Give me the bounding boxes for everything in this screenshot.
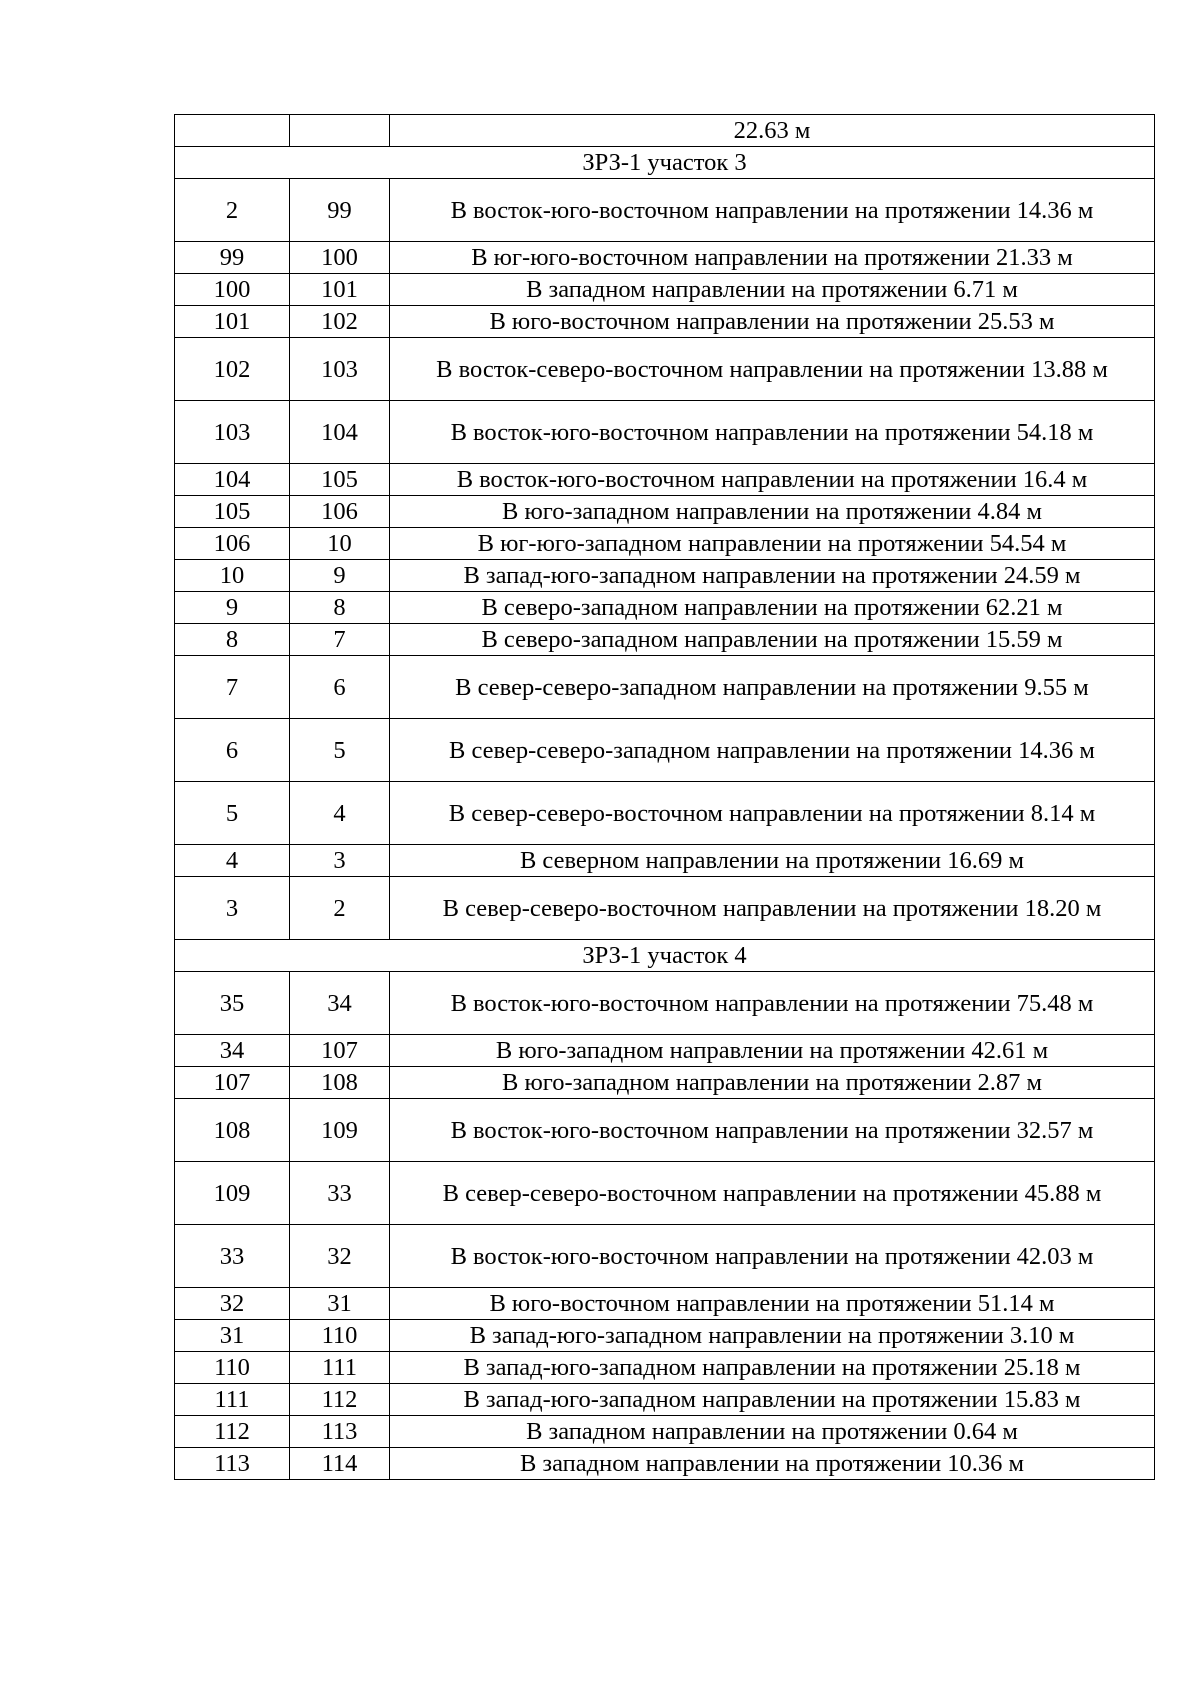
from-point-cell: 35 xyxy=(175,972,290,1035)
table-row xyxy=(175,656,1155,719)
table-row xyxy=(175,1099,1155,1162)
to-point-cell: 32 xyxy=(290,1225,390,1288)
table-row xyxy=(175,1320,1155,1352)
description-cell: В западном направлении на протяжении 6.71 м xyxy=(390,274,1155,306)
from-point-cell: 102 xyxy=(175,338,290,401)
table-row xyxy=(175,1352,1155,1384)
to-point-cell: 10 xyxy=(290,528,390,560)
description-cell: В восток-юго-восточном направлении на протяжении 14.36 м xyxy=(390,179,1155,242)
description-cell: В юг-юго-западном направлении на протяжении 54.54 м xyxy=(390,528,1155,560)
description-cell: В северо-западном направлении на протяжении 15.59 м xyxy=(390,624,1155,656)
description-cell: В северном направлении на протяжении 16.69 м xyxy=(390,845,1155,877)
from-point-cell: 111 xyxy=(175,1384,290,1416)
from-point-cell: 110 xyxy=(175,1352,290,1384)
table-row xyxy=(175,719,1155,782)
description-cell: В запад-юго-западном направлении на протяжении 15.83 м xyxy=(390,1384,1155,1416)
to-point-cell: 99 xyxy=(290,179,390,242)
table-row xyxy=(175,560,1155,592)
boundary-table-body xyxy=(175,115,1155,1480)
to-point-cell: 108 xyxy=(290,1067,390,1099)
description-cell: В север-северо-восточном направлении на протяжении 8.14 м xyxy=(390,782,1155,845)
table-row xyxy=(175,877,1155,940)
table-row xyxy=(175,592,1155,624)
table-row xyxy=(175,845,1155,877)
table-row xyxy=(175,1067,1155,1099)
to-point-cell: 109 xyxy=(290,1099,390,1162)
description-cell: В север-северо-восточном направлении на протяжении 45.88 м xyxy=(390,1162,1155,1225)
from-point-cell: 106 xyxy=(175,528,290,560)
table-row xyxy=(175,274,1155,306)
from-point-cell xyxy=(175,115,290,147)
from-point-cell: 105 xyxy=(175,496,290,528)
to-point-cell: 4 xyxy=(290,782,390,845)
description-cell: В северо-западном направлении на протяжении 62.21 м xyxy=(390,592,1155,624)
description-cell: В юг-юго-восточном направлении на протяжении 21.33 м xyxy=(390,242,1155,274)
description-cell: 22.63 м xyxy=(390,115,1155,147)
boundary-table xyxy=(174,114,1155,1480)
from-point-cell: 7 xyxy=(175,656,290,719)
to-point-cell: 102 xyxy=(290,306,390,338)
to-point-cell: 8 xyxy=(290,592,390,624)
description-cell: В восток-юго-восточном направлении на протяжении 54.18 м xyxy=(390,401,1155,464)
to-point-cell: 111 xyxy=(290,1352,390,1384)
table-row xyxy=(175,782,1155,845)
from-point-cell: 5 xyxy=(175,782,290,845)
description-cell: В запад-юго-западном направлении на протяжении 24.59 м xyxy=(390,560,1155,592)
description-cell: В западном направлении на протяжении 10.36 м xyxy=(390,1448,1155,1480)
to-point-cell: 3 xyxy=(290,845,390,877)
to-point-cell: 104 xyxy=(290,401,390,464)
table-row xyxy=(175,338,1155,401)
table-row xyxy=(175,1448,1155,1480)
from-point-cell: 3 xyxy=(175,877,290,940)
to-point-cell: 9 xyxy=(290,560,390,592)
from-point-cell: 104 xyxy=(175,464,290,496)
description-cell: В юго-западном направлении на протяжении 42.61 м xyxy=(390,1035,1155,1067)
description-cell: В восток-юго-восточном направлении на протяжении 32.57 м xyxy=(390,1099,1155,1162)
from-point-cell: 4 xyxy=(175,845,290,877)
to-point-cell: 110 xyxy=(290,1320,390,1352)
from-point-cell: 33 xyxy=(175,1225,290,1288)
from-point-cell: 8 xyxy=(175,624,290,656)
section-header-row xyxy=(175,940,1155,972)
table-row xyxy=(175,1162,1155,1225)
from-point-cell: 9 xyxy=(175,592,290,624)
from-point-cell: 6 xyxy=(175,719,290,782)
table-row xyxy=(175,1416,1155,1448)
section-header-row xyxy=(175,147,1155,179)
description-cell: В юго-западном направлении на протяжении 4.84 м xyxy=(390,496,1155,528)
from-point-cell: 2 xyxy=(175,179,290,242)
from-point-cell: 108 xyxy=(175,1099,290,1162)
to-point-cell: 103 xyxy=(290,338,390,401)
section-title: ЗРЗ-1 участок 3 xyxy=(175,147,1155,179)
to-point-cell: 7 xyxy=(290,624,390,656)
description-cell: В юго-восточном направлении на протяжении 25.53 м xyxy=(390,306,1155,338)
section-title: ЗРЗ-1 участок 4 xyxy=(175,940,1155,972)
table-row xyxy=(175,624,1155,656)
description-cell: В север-северо-западном направлении на протяжении 9.55 м xyxy=(390,656,1155,719)
to-point-cell: 107 xyxy=(290,1035,390,1067)
description-cell: В западном направлении на протяжении 0.64 м xyxy=(390,1416,1155,1448)
description-cell: В север-северо-западном направлении на протяжении 14.36 м xyxy=(390,719,1155,782)
table-row xyxy=(175,179,1155,242)
from-point-cell: 112 xyxy=(175,1416,290,1448)
to-point-cell xyxy=(290,115,390,147)
from-point-cell: 100 xyxy=(175,274,290,306)
table-row xyxy=(175,1384,1155,1416)
from-point-cell: 101 xyxy=(175,306,290,338)
to-point-cell: 113 xyxy=(290,1416,390,1448)
from-point-cell: 34 xyxy=(175,1035,290,1067)
table-row xyxy=(175,1035,1155,1067)
description-cell: В восток-северо-восточном направлении на протяжении 13.88 м xyxy=(390,338,1155,401)
from-point-cell: 99 xyxy=(175,242,290,274)
description-cell: В восток-юго-восточном направлении на протяжении 42.03 м xyxy=(390,1225,1155,1288)
to-point-cell: 106 xyxy=(290,496,390,528)
table-row xyxy=(175,528,1155,560)
to-point-cell: 34 xyxy=(290,972,390,1035)
table-row xyxy=(175,242,1155,274)
description-cell: В восток-юго-восточном направлении на протяжении 16.4 м xyxy=(390,464,1155,496)
table-row xyxy=(175,401,1155,464)
table-row xyxy=(175,464,1155,496)
table-row xyxy=(175,1225,1155,1288)
to-point-cell: 6 xyxy=(290,656,390,719)
from-point-cell: 107 xyxy=(175,1067,290,1099)
description-cell: В восток-юго-восточном направлении на протяжении 75.48 м xyxy=(390,972,1155,1035)
to-point-cell: 101 xyxy=(290,274,390,306)
to-point-cell: 33 xyxy=(290,1162,390,1225)
description-cell: В запад-юго-западном направлении на протяжении 25.18 м xyxy=(390,1352,1155,1384)
table-row xyxy=(175,972,1155,1035)
to-point-cell: 31 xyxy=(290,1288,390,1320)
from-point-cell: 109 xyxy=(175,1162,290,1225)
from-point-cell: 31 xyxy=(175,1320,290,1352)
to-point-cell: 5 xyxy=(290,719,390,782)
table-row xyxy=(175,1288,1155,1320)
from-point-cell: 113 xyxy=(175,1448,290,1480)
to-point-cell: 100 xyxy=(290,242,390,274)
description-cell: В запад-юго-западном направлении на протяжении 3.10 м xyxy=(390,1320,1155,1352)
from-point-cell: 32 xyxy=(175,1288,290,1320)
from-point-cell: 103 xyxy=(175,401,290,464)
to-point-cell: 112 xyxy=(290,1384,390,1416)
to-point-cell: 2 xyxy=(290,877,390,940)
description-cell: В север-северо-восточном направлении на протяжении 18.20 м xyxy=(390,877,1155,940)
description-cell: В юго-западном направлении на протяжении 2.87 м xyxy=(390,1067,1155,1099)
table-row xyxy=(175,306,1155,338)
from-point-cell: 10 xyxy=(175,560,290,592)
table-row-continuation xyxy=(175,115,1155,147)
to-point-cell: 114 xyxy=(290,1448,390,1480)
to-point-cell: 105 xyxy=(290,464,390,496)
description-cell: В юго-восточном направлении на протяжении 51.14 м xyxy=(390,1288,1155,1320)
table-row xyxy=(175,496,1155,528)
